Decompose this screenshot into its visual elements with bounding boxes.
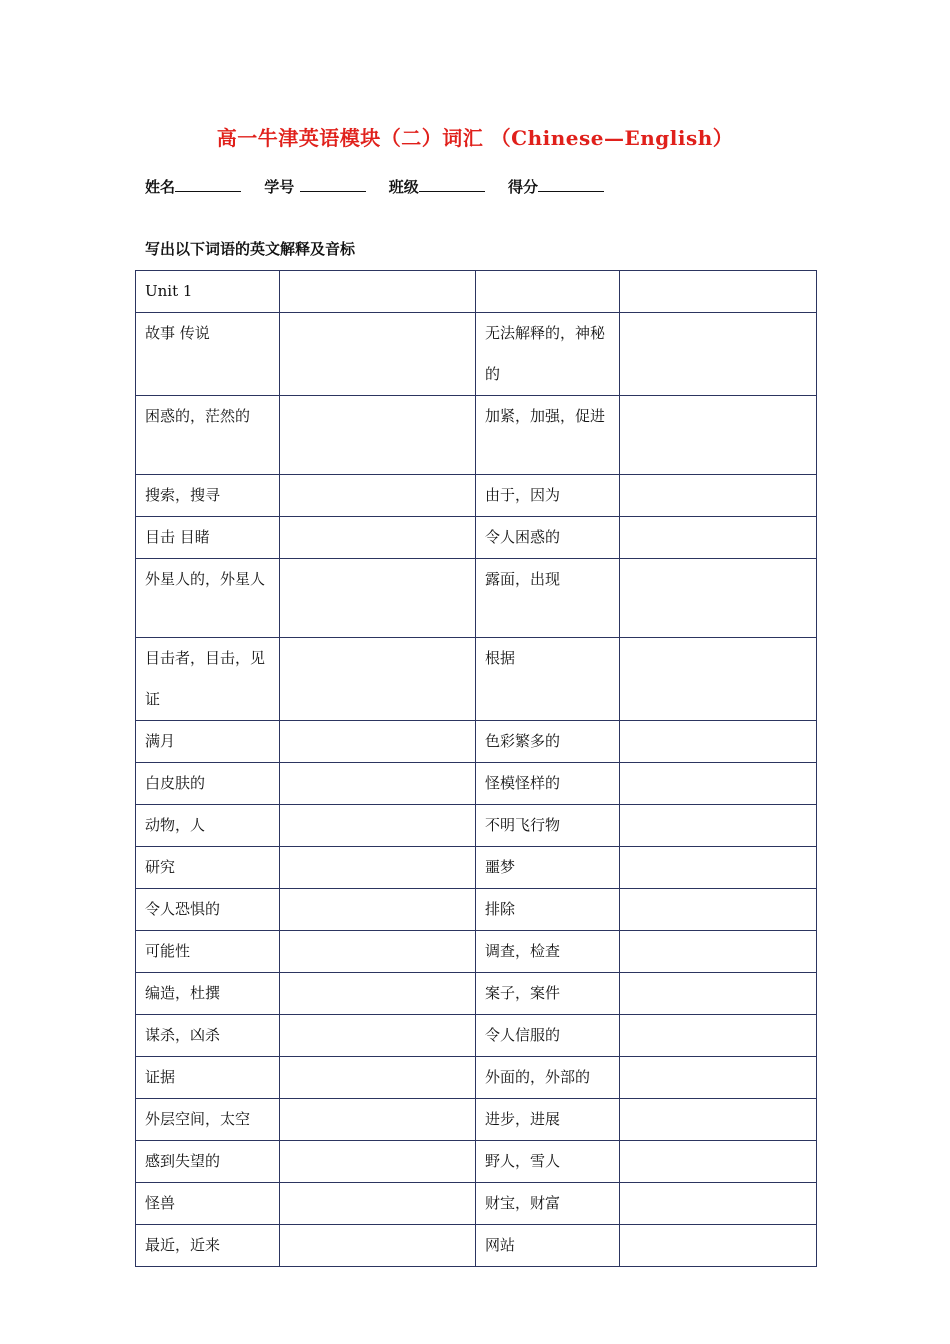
chinese-term-left-text: 搜索，搜寻: [145, 486, 221, 504]
chinese-term-left-text: 怪兽: [145, 1194, 176, 1212]
chinese-term-right: [476, 931, 620, 973]
chinese-term-left: [136, 763, 280, 805]
chinese-term-right-text: 根据: [485, 649, 516, 667]
table-row: [136, 1015, 817, 1057]
chinese-term-right-text: 色彩繁多的: [485, 732, 561, 750]
table-row: [136, 931, 817, 973]
answer-cell-right[interactable]: [620, 973, 817, 1015]
chinese-term-right-text: 排除: [485, 900, 516, 918]
answer-cell-right[interactable]: [620, 638, 817, 721]
student-info-line: [145, 176, 622, 197]
chinese-term-left-text: 感到失望的: [145, 1152, 221, 1170]
chinese-term-left-text: 外星人的，外星人: [145, 570, 266, 588]
answer-cell-left[interactable]: [280, 973, 476, 1015]
answer-cell-right[interactable]: [620, 763, 817, 805]
chinese-term-left-text: 目击 目睹: [145, 528, 210, 546]
chinese-term-left-text: Unit 1: [145, 282, 193, 300]
chinese-term-right-text: 露面，出现: [485, 570, 561, 588]
chinese-term-right: [476, 847, 620, 889]
answer-cell-right[interactable]: [620, 1141, 817, 1183]
answer-cell-right[interactable]: [620, 1225, 817, 1267]
chinese-term-right: [476, 973, 620, 1015]
answer-cell-right[interactable]: [620, 931, 817, 973]
table-row: [136, 1057, 817, 1099]
answer-cell-left[interactable]: [280, 396, 476, 475]
table-row: [136, 805, 817, 847]
chinese-term-right-text: 网站: [485, 1236, 516, 1254]
answer-cell-left[interactable]: [280, 638, 476, 721]
answer-cell-left[interactable]: [280, 1183, 476, 1225]
chinese-term-left: [136, 475, 280, 517]
chinese-term-right-text: 无法解释的，神秘的: [485, 324, 606, 383]
chinese-term-right-text: 令人困惑的: [485, 528, 561, 546]
answer-cell-right[interactable]: [620, 721, 817, 763]
chinese-term-right: [476, 805, 620, 847]
table-row: [136, 638, 817, 721]
answer-cell-right[interactable]: [620, 1183, 817, 1225]
answer-cell-left[interactable]: [280, 931, 476, 973]
answer-cell-left[interactable]: [280, 517, 476, 559]
answer-cell-left[interactable]: [280, 475, 476, 517]
chinese-term-right: [476, 1099, 620, 1141]
answer-cell-right[interactable]: [620, 889, 817, 931]
table-row: [136, 1183, 817, 1225]
chinese-term-right: [476, 559, 620, 638]
answer-cell-left[interactable]: [280, 847, 476, 889]
answer-cell-right[interactable]: [620, 847, 817, 889]
answer-cell-left[interactable]: [280, 559, 476, 638]
chinese-term-right-text: 进步，进展: [485, 1110, 561, 1128]
answer-cell-left[interactable]: [280, 889, 476, 931]
chinese-term-left: [136, 805, 280, 847]
chinese-term-left: [136, 313, 280, 396]
chinese-term-left: [136, 517, 280, 559]
answer-cell-right[interactable]: [620, 475, 817, 517]
chinese-term-right: [476, 1015, 620, 1057]
chinese-term-left: [136, 396, 280, 475]
chinese-term-left: [136, 721, 280, 763]
table-row: [136, 517, 817, 559]
chinese-term-left: [136, 271, 280, 313]
chinese-term-right: [476, 638, 620, 721]
chinese-term-left-text: 最近，近来: [145, 1236, 221, 1254]
chinese-term-right: [476, 475, 620, 517]
chinese-term-left: [136, 847, 280, 889]
chinese-term-right: [476, 1183, 620, 1225]
answer-cell-left[interactable]: [280, 1015, 476, 1057]
chinese-term-left: [136, 1141, 280, 1183]
chinese-term-right-text: 调查，检查: [485, 942, 561, 960]
student-number-field: [264, 176, 365, 197]
vocabulary-table: [135, 270, 817, 1267]
chinese-term-left-text: 可能性: [145, 942, 191, 960]
chinese-term-right: [476, 313, 620, 396]
chinese-term-left-text: 编造，杜撰: [145, 984, 221, 1002]
chinese-term-left-text: 研究: [145, 858, 176, 876]
chinese-term-left: [136, 559, 280, 638]
score-field: [508, 176, 604, 197]
answer-cell-right[interactable]: [620, 805, 817, 847]
answer-cell-right[interactable]: [620, 313, 817, 396]
chinese-term-right-text: 加紧，加强，促进: [485, 407, 606, 425]
chinese-term-right: [476, 1141, 620, 1183]
page-title: 高一牛津英语模块（二）词汇 （Chinese—English）: [216, 126, 734, 150]
chinese-term-left: [136, 1225, 280, 1267]
chinese-term-right: [476, 889, 620, 931]
table-row: [136, 1141, 817, 1183]
chinese-term-left-text: 满月: [145, 732, 176, 750]
table-row: [136, 271, 817, 313]
chinese-term-right: [476, 517, 620, 559]
name-label: 姓名: [145, 178, 176, 196]
chinese-term-left: [136, 1183, 280, 1225]
answer-cell-right[interactable]: [620, 396, 817, 475]
name-field: [145, 176, 241, 197]
chinese-term-right: [476, 1225, 620, 1267]
chinese-term-left: [136, 973, 280, 1015]
table-row: [136, 763, 817, 805]
chinese-term-right-text: 令人信服的: [485, 1026, 561, 1044]
chinese-term-left-text: 证据: [145, 1068, 176, 1086]
answer-cell-right[interactable]: [620, 517, 817, 559]
chinese-term-left: [136, 1057, 280, 1099]
chinese-term-right-text: 由于，因为: [485, 486, 561, 504]
answer-cell-left[interactable]: [280, 313, 476, 396]
score-label: 得分: [507, 178, 538, 196]
chinese-term-right-text: 野人，雪人: [485, 1152, 561, 1170]
chinese-term-left-text: 白皮肤的: [145, 774, 206, 792]
answer-cell-right[interactable]: [620, 1057, 817, 1099]
chinese-term-left-text: 令人恐惧的: [145, 900, 221, 918]
chinese-term-left-text: 动物，人: [145, 816, 206, 834]
table-row: [136, 396, 817, 475]
answer-cell-left[interactable]: [280, 271, 476, 313]
chinese-term-right: [476, 1057, 620, 1099]
chinese-term-left: [136, 931, 280, 973]
student-number-label: 学号: [264, 178, 295, 196]
answer-cell-left[interactable]: [280, 805, 476, 847]
chinese-term-left: [136, 1099, 280, 1141]
score-blank[interactable]: [538, 177, 604, 192]
answer-cell-right[interactable]: [620, 1099, 817, 1141]
chinese-term-left-text: 困惑的，茫然的: [145, 407, 251, 425]
class-label: 班级: [388, 178, 419, 196]
chinese-term-right: [476, 396, 620, 475]
chinese-term-left-text: 谋杀，凶杀: [145, 1026, 221, 1044]
answer-cell-left[interactable]: [280, 721, 476, 763]
table-row: [136, 973, 817, 1015]
chinese-term-left-text: 外层空间，太空: [145, 1110, 251, 1128]
chinese-term-right-text: 财宝，财富: [485, 1194, 561, 1212]
chinese-term-right-text: 外面的，外部的: [485, 1068, 591, 1086]
table-row: [136, 847, 817, 889]
answer-cell-right[interactable]: [620, 559, 817, 638]
chinese-term-right-text: 案子，案件: [485, 984, 561, 1002]
table-row: [136, 559, 817, 638]
table-row: [136, 1099, 817, 1141]
chinese-term-left-text: 故事 传说: [145, 324, 210, 342]
chinese-term-left: [136, 638, 280, 721]
student-number-blank[interactable]: [300, 177, 366, 192]
chinese-term-right: [476, 763, 620, 805]
answer-cell-right[interactable]: [620, 1015, 817, 1057]
chinese-term-right: [476, 271, 620, 313]
class-blank[interactable]: [419, 177, 485, 192]
table-row: [136, 889, 817, 931]
answer-cell-left[interactable]: [280, 1057, 476, 1099]
chinese-term-right-text: 怪模怪样的: [485, 774, 561, 792]
chinese-term-right: [476, 721, 620, 763]
name-blank[interactable]: [175, 177, 241, 192]
chinese-term-right-text: 噩梦: [485, 858, 516, 876]
class-field: [389, 176, 485, 197]
answer-cell-right[interactable]: [620, 271, 817, 313]
instruction: 写出以下词语的英文解释及音标: [145, 240, 356, 258]
table-row: [136, 1225, 817, 1267]
table-row: [136, 721, 817, 763]
answer-cell-left[interactable]: [280, 1099, 476, 1141]
chinese-term-left-text: 目击者，目击，见证: [145, 649, 266, 708]
answer-cell-left[interactable]: [280, 763, 476, 805]
answer-cell-left[interactable]: [280, 1225, 476, 1267]
table-row: [136, 313, 817, 396]
chinese-term-left: [136, 1015, 280, 1057]
chinese-term-right-text: 不明飞行物: [485, 816, 561, 834]
table-row: [136, 475, 817, 517]
answer-cell-left[interactable]: [280, 1141, 476, 1183]
chinese-term-left: [136, 889, 280, 931]
